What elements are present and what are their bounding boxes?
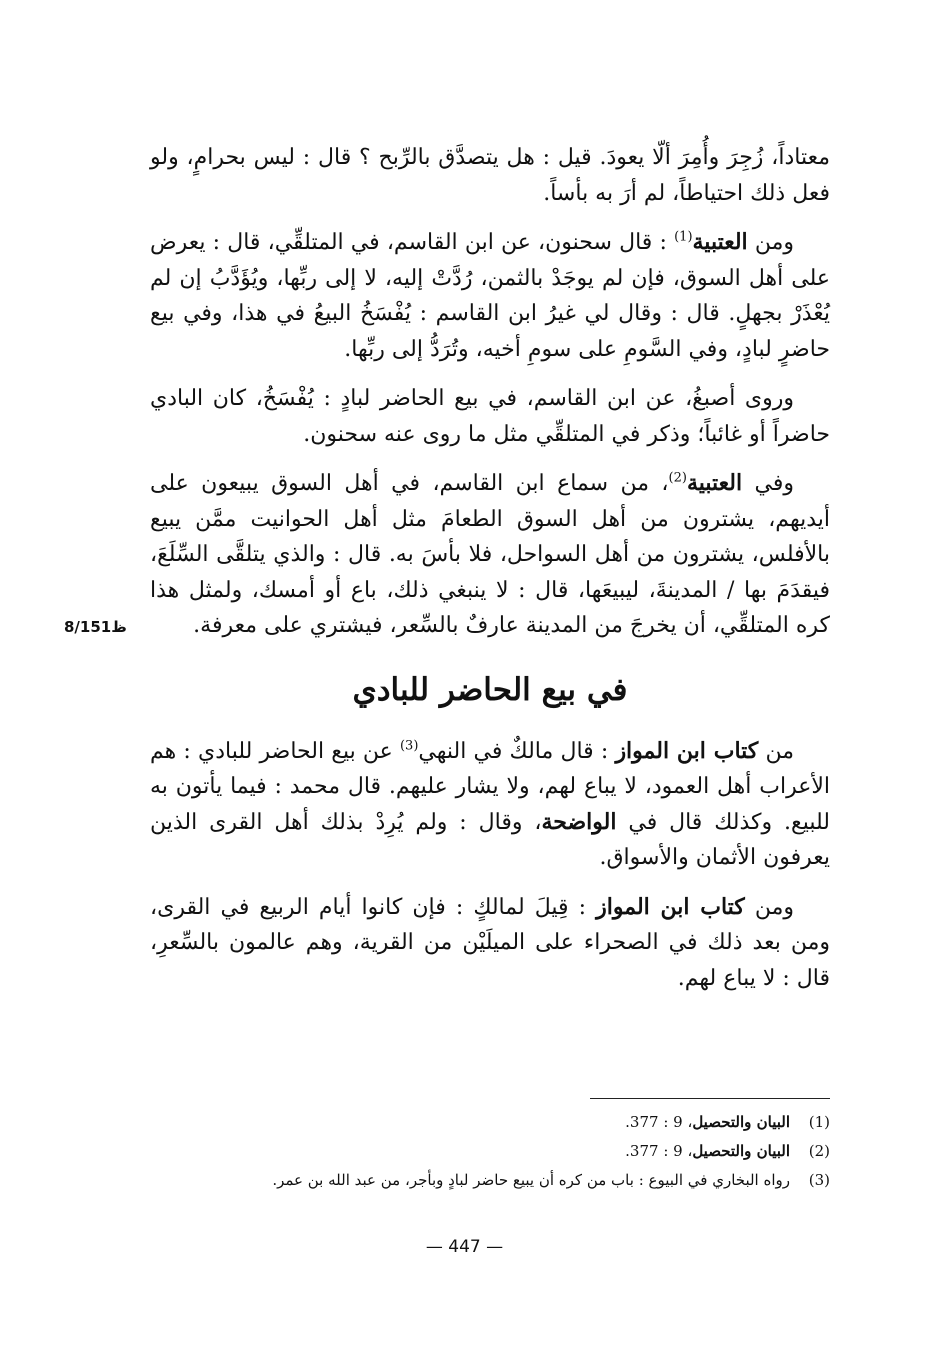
p2-source-title: العتبية — [692, 229, 748, 255]
footnote-source: البيان والتحصيل — [692, 1113, 790, 1131]
page-number: — 447 — — [425, 1237, 504, 1257]
footnote-text — [150, 1166, 790, 1195]
footnote-detail: ، 9 : 377. — [625, 1113, 693, 1131]
paragraph-4 — [150, 466, 830, 644]
paragraph-3: وروى أصبغُ، عن ابن القاسم، في بيع الحاضر لبادٍ : يُفْسَخُ، كان البادي حاضراً أو غائباً؛ وذكر في المتلقِّي مثل ما روى عنه سحنون. — [150, 386, 830, 447]
footnote-2 — [150, 1137, 830, 1166]
p5-body-1: عن بيع الحاضر للبادي : هم الأعراب أهل العمود، لا يباع لهم، ولا يشار عليهم. قال محمد : فيما يأتون به للبيع. وكذلك قال في — [150, 738, 831, 835]
paragraph-6 — [150, 890, 830, 997]
p4-body: ، من سماع ابن القاسم، في أهل السوق يبيعون على أيديهم، يشترون من أهل السوق الطعامَ مثل أهل الحوانيت ممَّن يبيع بالأفلس، يشترون من أهل السواحل، فلا بأسَ به. قال : والذي يتلقَّى السِّلَعَ، فيقدَمَ بها / المدينةَ، ليبيعَها، قال : لا ينبغي ذلك، باع أو أمسك، ولمثل هذا كره المتلقِّي، أن يخرجَ من المدينة عارفٌ بالسِّعر، فيشتري على معرفة. — [150, 471, 830, 638]
p5-body-2: ، وقال : ولم يُرِدْ بذلك أهل القرى الذين يعرفون الأثمان والأسواق. — [150, 809, 830, 870]
footnote-detail: ، 9 : 377. — [625, 1142, 693, 1160]
footnote-text — [150, 1137, 790, 1166]
p6-source-title: كتاب ابن المواز — [596, 893, 745, 920]
footnote-number: (3) — [808, 1171, 830, 1189]
section-heading: في بيع الحاضر للبادي — [352, 671, 628, 708]
footnote-number: (2) — [808, 1142, 830, 1160]
footnote-ref-1: (1) — [674, 229, 693, 245]
footnote-detail: رواه البخاري في البيوع : باب من كره أن يبيع حاضر لبادٍ وبأجر، من عبد الله بن عمر. — [272, 1171, 790, 1189]
p5-source-title-2: الواضحة — [541, 808, 617, 835]
main-text — [150, 140, 830, 1010]
p5-source-title: كتاب ابن المواز — [615, 737, 759, 764]
paragraph-2 — [150, 225, 830, 367]
p5-lead: من — [765, 738, 794, 764]
p6-body: : قِيلَ لمالكٍ : فإن كانوا أيام الربيع في القرى، ومن بعد ذلك في الصحراء على الميلَيْن من القرية، وهم عالمون بالسِّعرِ، قال : لا يباع لهم. — [150, 894, 830, 991]
manuscript-folio-note: 8/151ظ — [64, 618, 127, 636]
p2-lead: ومن — [754, 230, 794, 255]
p4-lead: وفي — [754, 471, 794, 496]
footnote-text — [150, 1108, 790, 1137]
footnotes — [150, 1108, 830, 1195]
footnote-source: البيان والتحصيل — [692, 1142, 790, 1160]
p5-mid: : قال مالكٌ في النهي — [418, 738, 616, 764]
paragraph-5 — [150, 734, 830, 876]
p2-body: : قال سحنون، عن ابن القاسم، في المتلقِّي، قال : يعرض على أهل السوق، فإن لم يوجَدْ بالثمن، رُدَّتْ إليه، لا إلى ربِّها، ويُؤَدَّبُ إن لم يُعْذَرْ بجهلٍ. قال : وقال لي غيرُ ابن القاسم : يُفْسَخُ البيعُ في هذا، وفي بيع حاضرٍ لبادٍ، وفي السَّومِ على سومِ أخيه، وتُرَدُّ إلى ربِّها. — [150, 230, 830, 362]
footnote-1 — [150, 1108, 830, 1137]
p4-source-title: العتبية — [686, 470, 743, 496]
footnote-divider — [590, 1098, 830, 1099]
footnote-ref-3: (3) — [399, 738, 419, 754]
p6-lead: ومن — [754, 894, 794, 920]
footnote-ref-2: (2) — [668, 470, 687, 486]
footnote-number: (1) — [808, 1113, 830, 1131]
paragraph-1: معتاداً، زُجِرَ وأُمِرَ ألّا يعودَ. قيل : هل يتصدَّق بالرِّبح ؟ قال : ليس بحرامٍ، ولو فعل ذلك احتياطاً، لم أرَ به بأساً. — [150, 145, 830, 206]
footnote-3 — [150, 1166, 830, 1195]
